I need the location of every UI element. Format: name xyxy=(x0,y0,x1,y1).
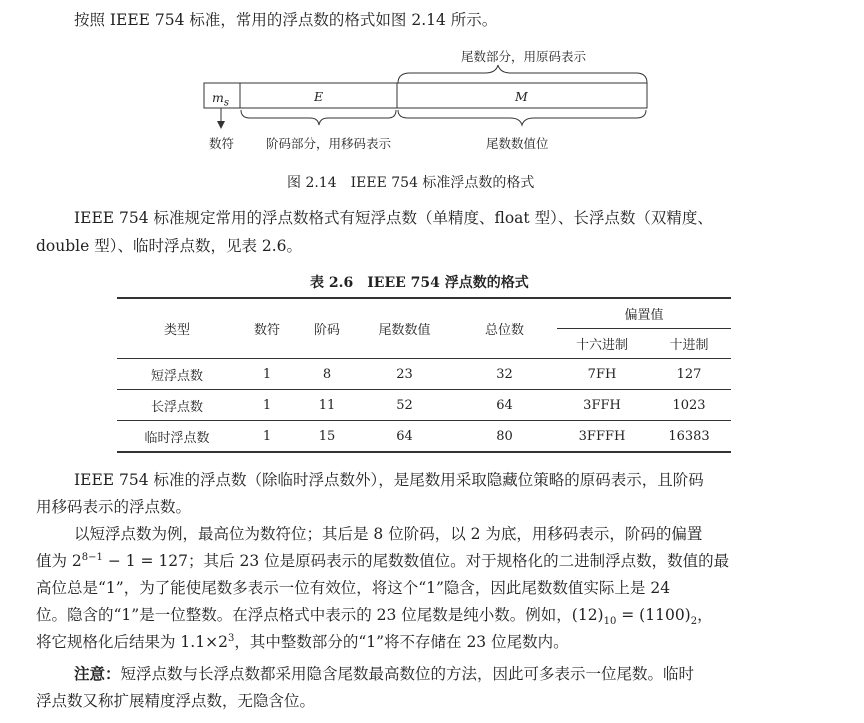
para1-line2: double 型）、临时浮点数，见表 2.6。 xyxy=(36,237,303,255)
cell-mantissa: 52 xyxy=(396,397,413,413)
table-row xyxy=(117,359,731,390)
mantissa-brace xyxy=(398,65,647,83)
float-format-table xyxy=(117,297,731,453)
mantissa-bottom-brace xyxy=(398,110,646,125)
cell-type: 短浮点数 xyxy=(150,368,203,384)
cell-dec: 16383 xyxy=(668,428,710,444)
cell-total: 80 xyxy=(496,428,513,444)
note-line2: 浮点数又称扩展精度浮点数，无隐含位。 xyxy=(36,692,316,710)
figure-caption: 图 2.14 IEEE 754 标准浮点数的格式 xyxy=(287,175,535,191)
mantissa-part-label: 尾数部分，用原码表示 xyxy=(461,49,587,64)
cell-sign: 1 xyxy=(262,397,272,413)
para2-line2: 用移码表示的浮点数。 xyxy=(36,498,192,516)
cell-type: 长浮点数 xyxy=(150,399,203,415)
header-hex: 十六进制 xyxy=(575,338,628,353)
cell-dec: 127 xyxy=(676,366,702,382)
cell-exponent: 15 xyxy=(318,428,336,444)
cell-total: 64 xyxy=(496,397,513,413)
cell-dec: 1023 xyxy=(672,397,706,413)
cell-total: 32 xyxy=(496,366,513,382)
header-bias: 偏置值 xyxy=(557,298,731,329)
para1-line1: IEEE 754 标准规定常用的浮点数格式有短浮点数（单精度、float 型）、长浮点数（双精度、 xyxy=(74,209,713,227)
mantissa-cell-label: M xyxy=(515,89,528,104)
cell-type: 临时浮点数 xyxy=(144,430,210,446)
cell-sign: 1 xyxy=(262,428,272,444)
cell-hex: 7FH xyxy=(587,366,617,382)
header-total: 总位数 xyxy=(484,323,524,338)
table-caption: 表 2.6 IEEE 754 浮点数的格式 xyxy=(310,275,529,291)
cell-exponent: 11 xyxy=(318,397,336,413)
para3-line4: 位。隐含的“1”是一位整数。在浮点格式中表示的 23 位尾数是纯小数。例如，$(12)_{10} = (1100)_2$， xyxy=(36,606,713,628)
table-row xyxy=(117,421,731,453)
exponent-cell-label: E xyxy=(314,89,324,104)
header-dec: 十进制 xyxy=(669,338,709,353)
note-line1: 注意：短浮点数与长浮点数都采用隐含尾数最高数位的方法，因此可多表示一位尾数。临时 xyxy=(74,664,695,683)
header-sign: 数符 xyxy=(253,323,280,338)
exponent-part-label: 阶码部分，用移码表示 xyxy=(266,136,392,151)
header-exponent: 阶码 xyxy=(313,323,340,338)
para3-line5: 将它规格化后结果为 $1.1\times 2^3$，其中整数部分的“1”将不存储在 23 位尾数内。 xyxy=(36,632,569,651)
para3-line1: 以短浮点数为例，最高位为数符位；其后是 8 位阶码，以 2 为底，用移码表示，阶码的偏置 xyxy=(74,525,703,543)
mantissa-value-label: 尾数数值位 xyxy=(486,136,549,151)
intro-text: 按照 IEEE 754 标准，常用的浮点数的格式如图 2.14 所示。 xyxy=(74,11,498,29)
cell-mantissa: 64 xyxy=(396,428,413,444)
cell-hex: 3FFH xyxy=(583,397,621,413)
exponent-brace xyxy=(241,110,396,125)
cell-exponent: 8 xyxy=(322,366,332,382)
sign-cell-label: $m_s$ xyxy=(212,90,229,109)
cell-mantissa: 23 xyxy=(396,366,413,382)
header-mantissa: 尾数数值 xyxy=(378,323,431,338)
cell-hex: 3FFFH xyxy=(578,428,626,444)
float-format-diagram xyxy=(0,50,864,220)
para3-line2: 值为 $2^{8-1} - 1 = 127$；其后 23 位是原码表示的尾数数值位。对于规格化的二进制浮点数，数值的最 xyxy=(36,551,730,570)
header-type: 类型 xyxy=(163,323,190,338)
cell-sign: 1 xyxy=(262,366,272,382)
table-row xyxy=(117,390,731,421)
sign-label: 数符 xyxy=(209,136,235,151)
arrow-down-icon xyxy=(217,121,225,129)
para3-line3: 高位总是“1”，为了能使尾数多表示一位有效位，将这个“1”隐含，因此尾数数值实际上是 24 xyxy=(36,579,671,597)
para2-line1: IEEE 754 标准的浮点数（除临时浮点数外），是尾数用采取隐藏位策略的原码表示，且阶码 xyxy=(74,471,704,489)
note-label: 注意： xyxy=(74,664,121,683)
